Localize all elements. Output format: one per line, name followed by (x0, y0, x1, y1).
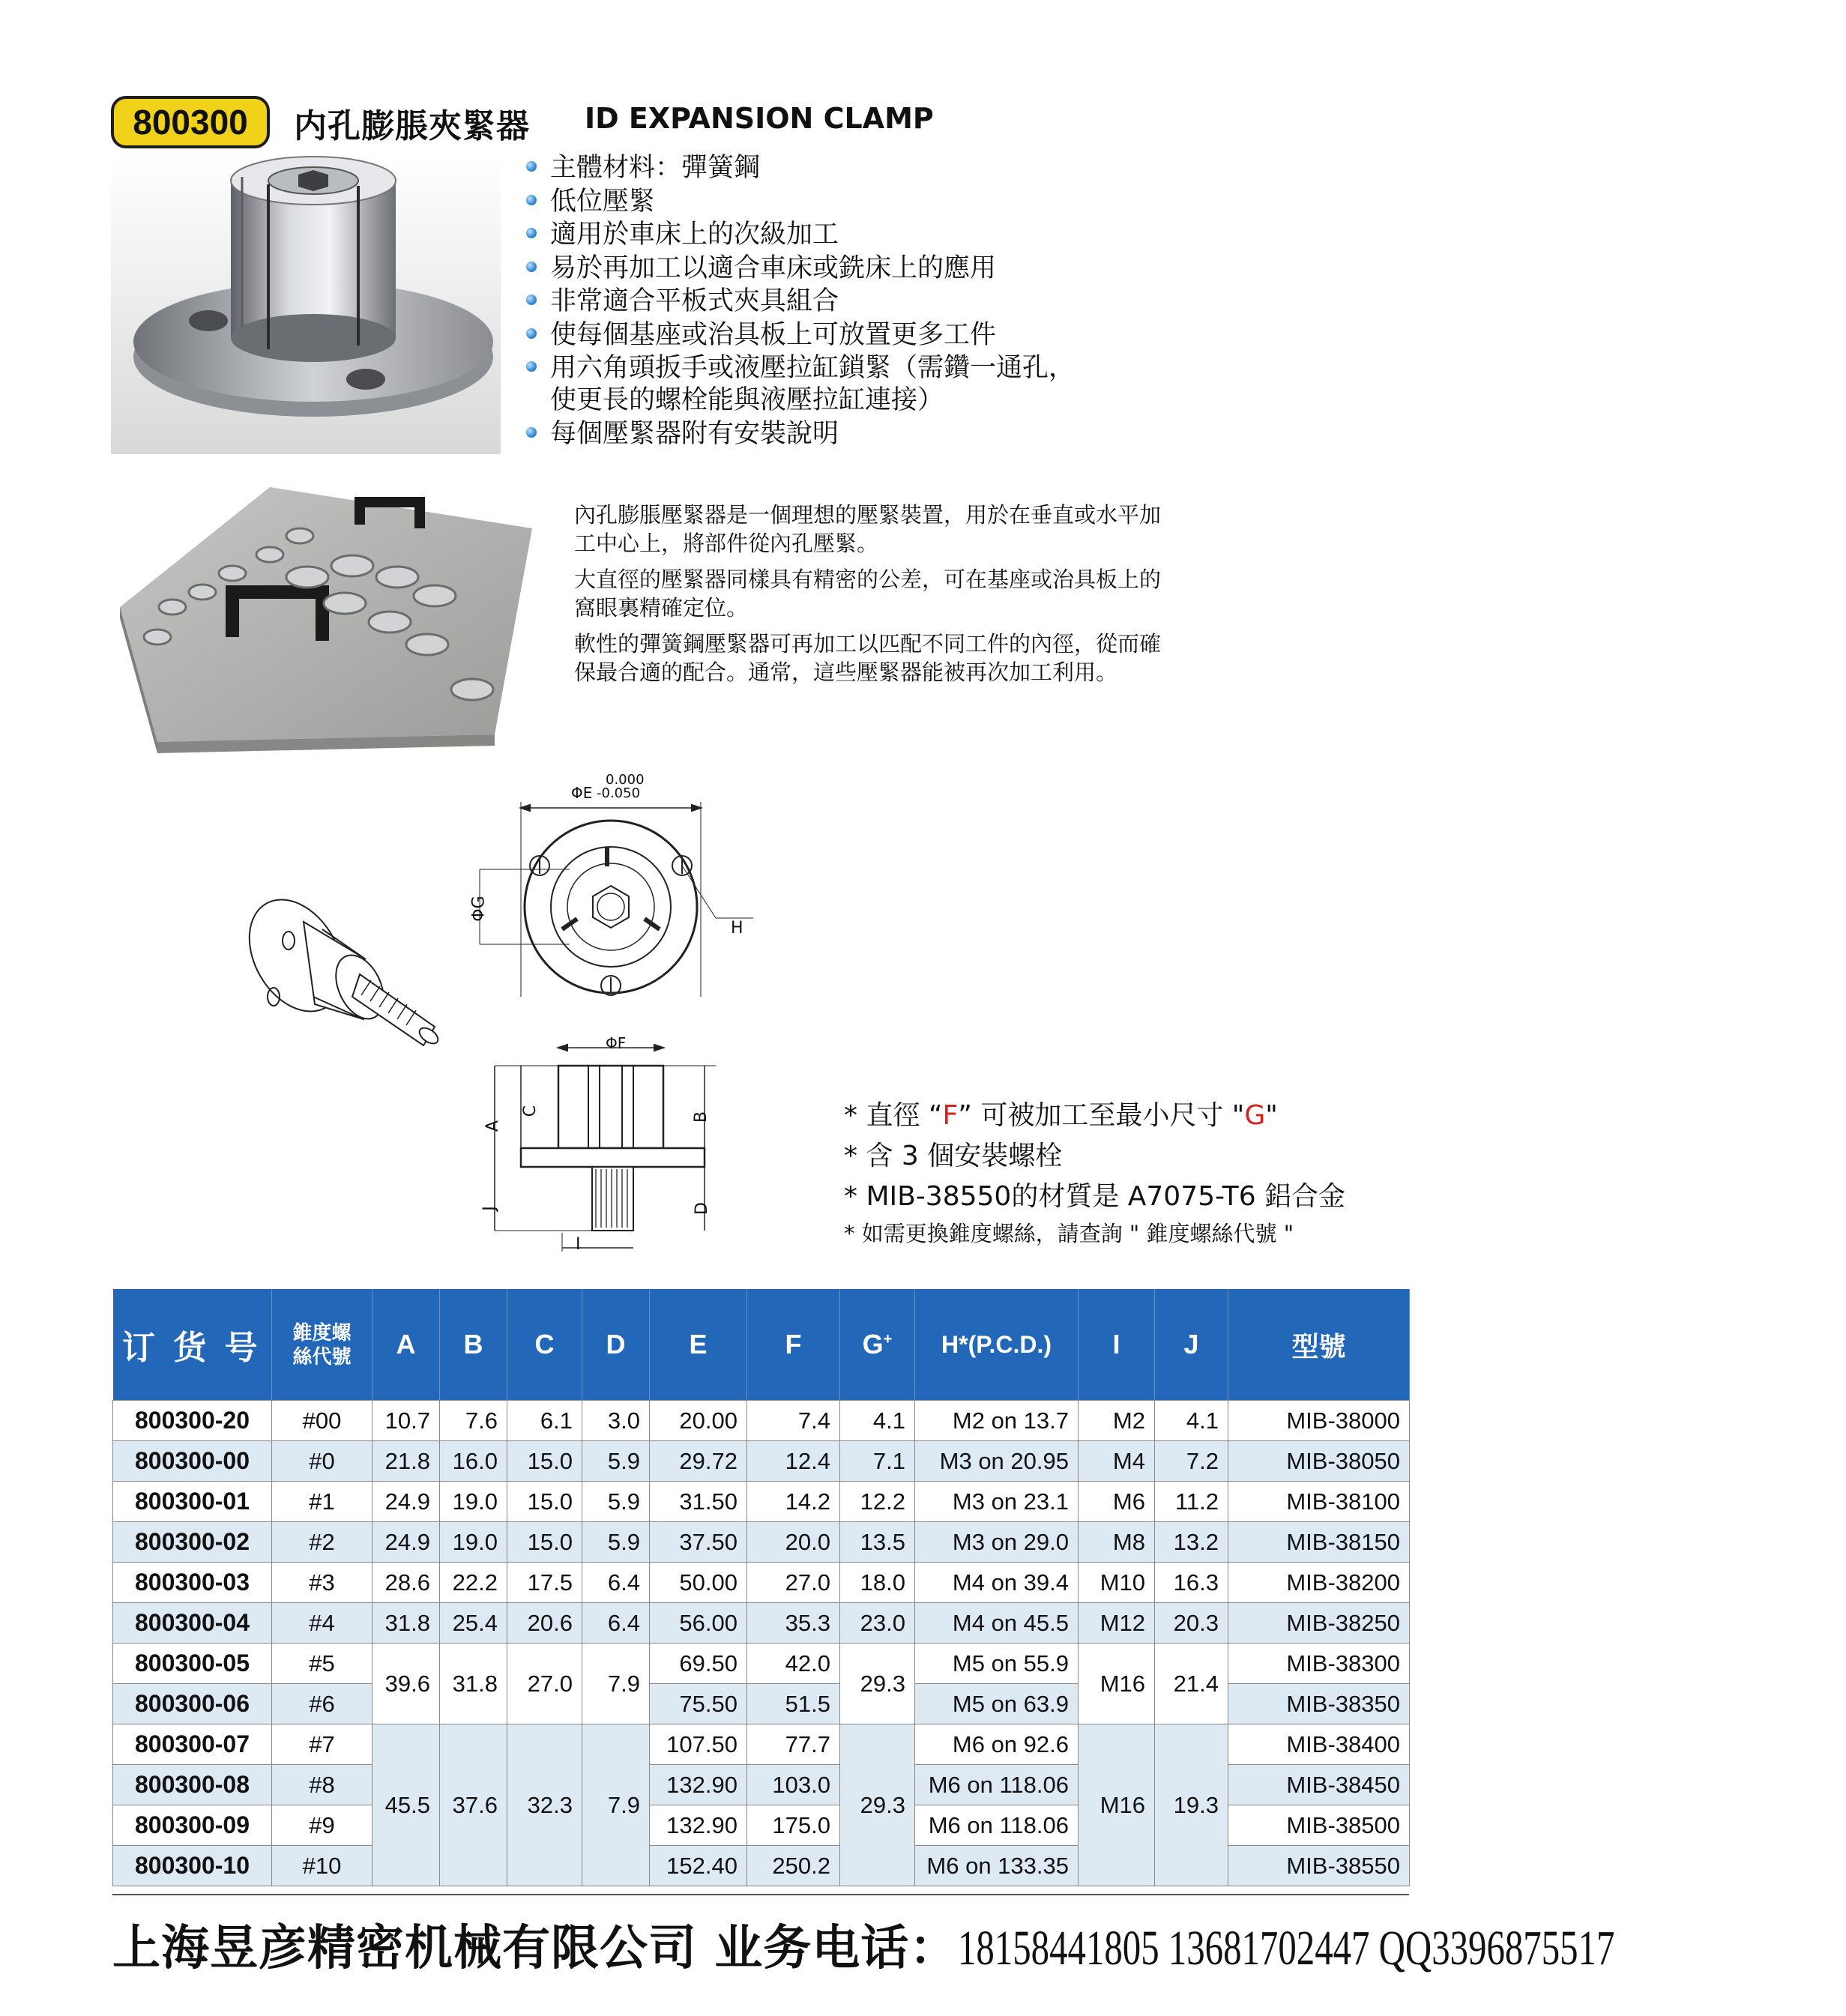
dim-d-label: D (692, 1202, 711, 1215)
table-cell: 800300-05 (113, 1644, 272, 1684)
dim-e-label: ΦE (571, 784, 593, 802)
table-cell: MIB-38250 (1228, 1603, 1410, 1644)
table-cell: 35.3 (747, 1603, 840, 1644)
table-cell: 107.50 (650, 1724, 747, 1765)
table-cell: MIB-38050 (1228, 1441, 1410, 1482)
header-e: E (650, 1289, 747, 1401)
description (574, 501, 1174, 694)
notes (844, 1096, 1384, 1250)
table-cell: M6 on 118.06 (915, 1765, 1079, 1805)
table-row (113, 1522, 1410, 1563)
feature-item: 非常適合平板式夾具組合 (525, 286, 1094, 318)
header-j: J (1155, 1289, 1228, 1401)
table-cell: MIB-38450 (1228, 1765, 1410, 1805)
table-cell: 10.7 (372, 1401, 440, 1441)
table-cell: 6.1 (507, 1401, 582, 1441)
table-cell: 15.0 (507, 1522, 582, 1563)
table-cell: 7.2 (1155, 1441, 1228, 1482)
table-cell: #6 (272, 1684, 372, 1724)
table-cell: 27.0 (747, 1563, 840, 1603)
table-cell: M6 (1079, 1482, 1155, 1522)
table-cell: #9 (272, 1805, 372, 1846)
table-cell: M3 on 29.0 (915, 1522, 1079, 1563)
table-cell: MIB-38000 (1228, 1401, 1410, 1441)
table-cell: 27.0 (507, 1644, 582, 1724)
table-cell: 29.72 (650, 1441, 747, 1482)
table-cell: 20.3 (1155, 1603, 1228, 1644)
tolerance-upper: 0.000 (606, 772, 645, 788)
table-cell: M5 on 55.9 (915, 1644, 1079, 1684)
table-cell: 800300-09 (113, 1805, 272, 1846)
table-cell: 69.50 (650, 1644, 747, 1684)
dim-c-label: C (521, 1105, 540, 1117)
table-cell: 39.6 (372, 1644, 440, 1724)
table-cell: #00 (272, 1401, 372, 1441)
footer (112, 1910, 1615, 1979)
table-cell: 800300-04 (113, 1603, 272, 1644)
table-cell: 5.9 (582, 1522, 650, 1563)
table-cell: 6.4 (582, 1563, 650, 1603)
feature-item: 適用於車床上的次級加工 (525, 219, 1094, 251)
table-cell: 7.9 (582, 1644, 650, 1724)
header-h: H*(P.C.D.) (915, 1289, 1079, 1401)
header-order-no: 订 货 号 (113, 1289, 272, 1401)
table-cell: 23.0 (840, 1603, 915, 1644)
table-cell: MIB-38300 (1228, 1644, 1410, 1684)
table-cell: 3.0 (582, 1401, 650, 1441)
note-highlight-f: F (942, 1100, 959, 1131)
table-cell: 800300-06 (113, 1684, 272, 1724)
table-cell: 250.2 (747, 1846, 840, 1886)
table-cell: 29.3 (840, 1644, 915, 1724)
header-a: A (372, 1289, 440, 1401)
product-title-cn: 内孔膨脹夾緊器 (294, 107, 530, 145)
header-thread-line: 絲代號 (292, 1345, 352, 1368)
table-cell: 16.3 (1155, 1563, 1228, 1603)
table-cell: 800300-01 (113, 1482, 272, 1522)
footer-phones: 18158441805 13681702447 QQ3396875517 (958, 1921, 1615, 1976)
table-cell: #1 (272, 1482, 372, 1522)
table-cell: #3 (272, 1563, 372, 1603)
table-cell: 42.0 (747, 1644, 840, 1684)
feature-list (525, 152, 1094, 451)
table-cell: 175.0 (747, 1805, 840, 1846)
table-cell: 56.00 (650, 1603, 747, 1644)
table-cell: 50.00 (650, 1563, 747, 1603)
table-cell: #8 (272, 1765, 372, 1805)
table-cell: MIB-38500 (1228, 1805, 1410, 1846)
table-cell: M3 on 23.1 (915, 1482, 1079, 1522)
table-cell: 800300-02 (113, 1522, 272, 1563)
table-row (113, 1603, 1410, 1644)
table-cell: M4 (1079, 1441, 1155, 1482)
header-d: D (582, 1289, 650, 1401)
table-cell: M6 on 133.35 (915, 1846, 1079, 1886)
isometric-clamp-drawing (232, 884, 457, 1087)
table-cell: 19.0 (440, 1482, 507, 1522)
table-cell: M3 on 20.95 (915, 1441, 1079, 1482)
table-row (113, 1644, 1410, 1684)
table-cell: M4 on 45.5 (915, 1603, 1079, 1644)
table-cell: 25.4 (440, 1603, 507, 1644)
table-cell: 28.6 (372, 1563, 440, 1603)
table-cell: MIB-38100 (1228, 1482, 1410, 1522)
table-cell: 4.1 (840, 1401, 915, 1441)
header-b: B (440, 1289, 507, 1401)
feature-item: 主體材料：彈簧鋼 (525, 152, 1094, 184)
table-cell: 13.2 (1155, 1522, 1228, 1563)
description-paragraph: 內孔膨脹壓緊器是一個理想的壓緊裝置，用於在垂直或水平加工中心上，將部件從內孔壓緊。 (574, 502, 1162, 556)
table-cell: 31.8 (440, 1644, 507, 1724)
table-cell: M2 on 13.7 (915, 1401, 1079, 1441)
note-bolts: * 含 3 個安裝螺栓 (844, 1141, 1063, 1171)
table-cell: MIB-38350 (1228, 1684, 1410, 1724)
header-i: I (1079, 1289, 1155, 1401)
table-cell: 24.9 (372, 1482, 440, 1522)
table-cell: M16 (1079, 1644, 1155, 1724)
table-cell: 7.6 (440, 1401, 507, 1441)
table-cell: 103.0 (747, 1765, 840, 1805)
table-cell: MIB-38200 (1228, 1563, 1410, 1603)
dim-b-label: B (692, 1111, 711, 1123)
table-cell: #2 (272, 1522, 372, 1563)
table-cell: M10 (1079, 1563, 1155, 1603)
table-cell: 6.4 (582, 1603, 650, 1644)
feature-item: 用六角頭扳手或液壓拉缸鎖緊（需鑽一通孔，使更長的螺栓能與液壓拉缸連接） (525, 352, 1075, 417)
dim-h-label: H (731, 919, 743, 938)
table-row (113, 1563, 1410, 1603)
note-text: ” 可被加工至最小尺寸 " (958, 1100, 1245, 1131)
table-cell: 21.4 (1155, 1644, 1228, 1724)
table-cell: 800300-00 (113, 1441, 272, 1482)
table-cell: 51.5 (747, 1684, 840, 1724)
header-c: C (507, 1289, 582, 1401)
table-cell: 13.5 (840, 1522, 915, 1563)
table-cell: 5.9 (582, 1482, 650, 1522)
table-cell: 800300-10 (113, 1846, 272, 1886)
table-cell: M12 (1079, 1603, 1155, 1644)
table-cell: 32.3 (507, 1724, 582, 1886)
description-paragraph: 軟性的彈簧鋼壓緊器可再加工以匹配不同工件的內徑，從而確保最合適的配合。通常，這些壓緊器能被再次加工利用。 (574, 631, 1162, 685)
table-cell: 12.4 (747, 1441, 840, 1482)
table-cell: #10 (272, 1846, 372, 1886)
table-header-row (113, 1289, 1410, 1401)
table-cell: 19.3 (1155, 1724, 1228, 1886)
header-g-text: G (862, 1329, 884, 1359)
table-cell: #4 (272, 1603, 372, 1644)
table-cell: 31.50 (650, 1482, 747, 1522)
header-g (840, 1289, 915, 1401)
top-view-drawing (457, 772, 787, 1012)
table-cell: MIB-38150 (1228, 1522, 1410, 1563)
dim-j-label: J (480, 1206, 499, 1211)
spec-table (112, 1289, 1410, 1886)
note-diameter (844, 1096, 1384, 1136)
table-cell: 18.0 (840, 1563, 915, 1603)
table-cell: M2 (1079, 1401, 1155, 1441)
table-cell: 12.2 (840, 1482, 915, 1522)
table-row (113, 1482, 1410, 1522)
table-cell: 19.0 (440, 1522, 507, 1563)
product-code-badge: 800300 (111, 96, 270, 148)
note-highlight-g: G (1244, 1100, 1266, 1131)
table-cell: 20.0 (747, 1522, 840, 1563)
table-cell: 4.1 (1155, 1401, 1228, 1441)
table-cell: #5 (272, 1644, 372, 1684)
dim-i-label: I (576, 1235, 581, 1254)
note-material: * MIB-38550的材質是 A7075-T6 鋁合金 (844, 1181, 1346, 1212)
table-cell: 24.9 (372, 1522, 440, 1563)
note-text: " (1265, 1100, 1278, 1131)
header-thread-line: 錐度螺 (292, 1321, 352, 1344)
feature-item: 低位壓緊 (525, 186, 1094, 218)
table-cell: 21.8 (372, 1441, 440, 1482)
table-cell: 7.4 (747, 1401, 840, 1441)
table-cell: 11.2 (1155, 1482, 1228, 1522)
table-cell: 31.8 (372, 1603, 440, 1644)
note-taper-screw: * 如需更換錐度螺絲，請查詢 " 錐度螺絲代號 " (844, 1221, 1294, 1246)
table-cell: MIB-38550 (1228, 1846, 1410, 1886)
description-paragraph: 大直徑的壓緊器同樣具有精密的公差，可在基座或治具板上的窩眼裏精確定位。 (574, 567, 1162, 621)
feature-item: 易於再加工以適合車床或銑床上的應用 (525, 253, 1094, 285)
footer-company: 上海昱彦精密机械有限公司 业务电话： (112, 1920, 959, 1976)
table-cell: M4 on 39.4 (915, 1563, 1079, 1603)
table-cell: 800300-03 (113, 1563, 272, 1603)
table-cell: #0 (272, 1441, 372, 1482)
feature-item: 使每個基座或治具板上可放置更多工件 (525, 319, 1094, 351)
table-cell: 37.50 (650, 1522, 747, 1563)
fixture-plate-photo (112, 472, 540, 749)
note-text: * 直徑 “ (844, 1100, 943, 1131)
table-cell: 16.0 (440, 1441, 507, 1482)
table-cell: M8 (1079, 1522, 1155, 1563)
table-cell: M5 on 63.9 (915, 1684, 1079, 1724)
dim-g-label: ΦG (469, 896, 489, 922)
footer-divider (112, 1894, 1409, 1895)
table-row (113, 1441, 1410, 1482)
dim-a-label: A (483, 1120, 503, 1132)
table-cell: 77.7 (747, 1724, 840, 1765)
dim-f-label: ΦF (606, 1034, 627, 1052)
table-row (113, 1401, 1410, 1441)
header-thread-code (272, 1289, 372, 1401)
table-cell: 15.0 (507, 1482, 582, 1522)
header-model: 型號 (1228, 1289, 1410, 1401)
table-cell: 17.5 (507, 1563, 582, 1603)
table-cell: #7 (272, 1724, 372, 1765)
header-f: F (747, 1289, 840, 1401)
table-cell: 7.1 (840, 1441, 915, 1482)
table-cell: 5.9 (582, 1441, 650, 1482)
table-cell: 20.6 (507, 1603, 582, 1644)
table-cell: 15.0 (507, 1441, 582, 1482)
table-cell: 37.6 (440, 1724, 507, 1886)
table-cell: 14.2 (747, 1482, 840, 1522)
table-cell: 152.40 (650, 1846, 747, 1886)
table-cell: 45.5 (372, 1724, 440, 1886)
table-cell: 132.90 (650, 1765, 747, 1805)
table-cell: 7.9 (582, 1724, 650, 1886)
table-cell: M6 on 92.6 (915, 1724, 1079, 1765)
table-cell: M6 on 118.06 (915, 1805, 1079, 1846)
table-cell: 800300-20 (113, 1401, 272, 1441)
table-cell: M16 (1079, 1724, 1155, 1886)
table-cell: 800300-08 (113, 1765, 272, 1805)
table-cell: 800300-07 (113, 1724, 272, 1765)
clamp-photo (111, 154, 501, 454)
table-row (113, 1724, 1410, 1765)
table-cell: 22.2 (440, 1563, 507, 1603)
header-g-sup: + (883, 1331, 893, 1347)
table-cell: 132.90 (650, 1805, 747, 1846)
table-cell: MIB-38400 (1228, 1724, 1410, 1765)
table-cell: 29.3 (840, 1724, 915, 1886)
product-title-en: ID EXPANSION CLAMP (585, 102, 934, 135)
tolerance-lower: -0.050 (597, 785, 641, 801)
side-view-drawing (480, 1034, 735, 1267)
table-cell: 20.00 (650, 1401, 747, 1441)
table-cell: 75.50 (650, 1684, 747, 1724)
feature-item: 每個壓緊器附有安裝說明 (525, 418, 1094, 450)
